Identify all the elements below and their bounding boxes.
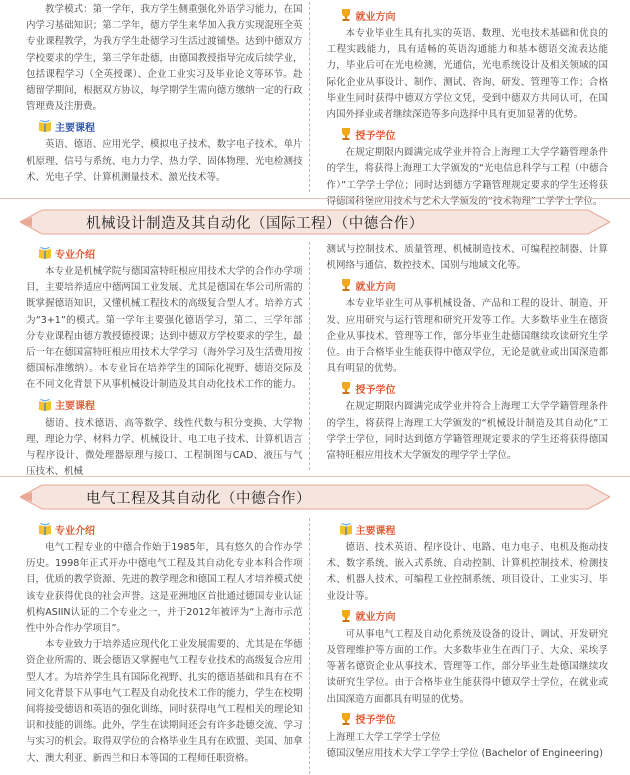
section-banner-electrical xyxy=(20,484,610,510)
banner-title: 电气工程及其自动化（中德合作） xyxy=(86,490,311,507)
left-column xyxy=(0,242,309,478)
right-column xyxy=(311,2,630,207)
courses-text: 德语、技术德语、高等数学、线性代数与积分变换、大学物理、理论力学、材料力学、机械设计、电工电子技术、计算机语言与程序设计、微处理器原理与接口、工程制图与CAD、液压与气压技术、机械 xyxy=(26,417,303,478)
right-column xyxy=(311,518,630,774)
degree-heading xyxy=(339,709,609,729)
section-rule xyxy=(0,476,630,477)
degree-heading xyxy=(339,124,609,144)
courses-heading xyxy=(38,395,303,415)
degree-title: 授予学位 xyxy=(355,384,396,396)
book-icon xyxy=(339,522,353,536)
intro-title: 专业介绍 xyxy=(55,249,95,261)
employment-text: 本专业毕业生可从事机械设备、产品和工程的设计、制造、开发、应用研究与运行管理和研究开发等工作。大多数毕业生在德资企业从事技术、管理等工作，部分毕业生赴德国继续攻读研究生学位。由于合格毕业生能获得中德双学位，无论是就业或出国深造都具有明显的优势。 xyxy=(326,298,608,375)
employment-heading xyxy=(339,5,609,25)
book-icon xyxy=(38,246,52,260)
employment-title: 就业方向 xyxy=(355,281,396,293)
left-column xyxy=(0,2,309,192)
degree-heading xyxy=(339,378,609,398)
employment-title: 就业方向 xyxy=(355,11,396,23)
courses-heading xyxy=(339,519,609,539)
intro-heading xyxy=(38,519,303,539)
teaching-mode-text: 教学模式：第一学年，我方学生侧重强化外语学习能力，在国内学习基础知识；第二学年，德方学生来华加入我方实现混班全英专业课程教学，为我方学生赴德学习生活过渡铺垫。达到中德双方学校要求的学生，第三学年赴德，由德国教授指导完成后续学业，包括课程学习（全英授课）、企业工业实习及毕业论文等环节。赴德留学期间，根据双方协议，每学期学生需向德方缴纳一定的行政管理费及注册费。 xyxy=(26,4,303,113)
intro-text: 本专业是机械学院与德国富特旺根应用技术大学的合作办学项目，主要培养适应中德两国工业发展、尤其是德国在华公司所需的既掌握德语知识，又懂机械工程技术的高级复合型人才。培养方式为“3+1”的模式。第一学年主要强化德语学习，第二、三学年部分专业课程由德方教授德授课；达到中德双方学校要求的学生，最后一年在德国富特旺根应用技术大学学习（海外学习及生活费用按德国标准缴纳）。本专业旨在培养学生的国际化视野、德语交际及在不同文化背景下从事机械设计制造及其自动化技术工作的能力。 xyxy=(26,266,303,391)
degree-line: 上海理工大学工学学士学位 xyxy=(326,731,441,743)
degree-title: 授予学位 xyxy=(355,130,396,142)
degree-line: 德国汉堡应用技术大学工学学士学位 (Bachelor of Engineering) xyxy=(326,748,603,760)
book-icon xyxy=(38,119,52,133)
courses-title: 主要课程 xyxy=(55,122,95,134)
courses-title: 主要课程 xyxy=(355,525,396,537)
section-banner-mechanical xyxy=(20,209,610,235)
section-rule xyxy=(0,198,630,199)
employment-title: 就业方向 xyxy=(355,612,396,624)
section-photonics-continued xyxy=(0,2,630,207)
section-electrical xyxy=(0,518,630,774)
intro-heading xyxy=(38,243,303,263)
employment-text: 本专业毕业生具有扎实的英语、数理、光电技术基础和优良的工程实践能力，具有适畅的英语沟通能力和基本德语交流表达能力，毕业后可在光电检测，光通信，光电系统设计及相关领域的国际化企业从事设计、制作、测试、咨询、研发、管理等工作；合格毕业生同时获得中德双方学位文凭，受到中德双方共同认可，在国内国外择业或者继续深造等多向选择中具有更加显著的优势。 xyxy=(326,28,608,121)
trophy-icon xyxy=(339,127,353,141)
trophy-icon xyxy=(339,381,353,395)
banner-title: 机械设计制造及其自动化（国际工程）（中德合作） xyxy=(86,215,424,232)
intro-text: 本专业致力于培养适应现代化工业发展需要的、尤其是在华德资企业所需的、既会德语又掌握电气工程专业技术的高级复合应用型人才。为培养学生具有国际化视野、扎实的德语基础和具有在不同文化背景下从事电气工程及自动化技术工作的能力，学生在校期间将接受德语和英语的强化训练，同时获得电气工程相关的理论知识和技能的训练。此外，学生在读期间还会有许多赴德交流、学习与实习的机会。取得双学位的合格毕业生具有在欧盟、美国、加拿大、澳大利亚、新西兰和日本等国的工程师任职资格。 xyxy=(26,639,303,764)
trophy-icon xyxy=(339,609,353,623)
book-icon xyxy=(38,398,52,412)
degree-title: 授予学位 xyxy=(355,715,396,727)
book-icon xyxy=(38,522,52,536)
employment-heading xyxy=(339,606,609,626)
trophy-icon xyxy=(339,8,353,22)
trophy-icon xyxy=(339,278,353,292)
courses-text-continued: 测试与控制技术、质量管理、机械制造技术、可编程控制器、计算机网络与通信、数控技术、国别与地域文化等。 xyxy=(326,244,608,272)
courses-text: 德语、技术英语、程序设计、电路、电力电子、电机及拖动技术、数字系统、嵌入式系统、自动控制、计算机控制技术、检测技术、机器人技术、可编程工业控制系统、项目设计、工业实习、毕业设计等。 xyxy=(326,542,608,602)
trophy-icon xyxy=(339,712,353,726)
degree-text: 在规定期限内圆满完成学业并符合上海理工大学学籍管理条件的学生，将获得上海理工大学颁发的“光电信息科学与工程（中德合作）”工学学士学位；同时达到德方学籍管理规定要求的学生还将获得德国科堡应用技术与艺术大学颁发的“技术物理”工学学士学位。 xyxy=(326,147,608,207)
section-mechanical xyxy=(0,242,630,478)
intro-title: 专业介绍 xyxy=(55,525,95,537)
courses-title: 主要课程 xyxy=(55,401,95,413)
degree-text: 在规定期限内圆满完成学业并符合上海理工大学学籍管理条件的学生，将获得上海理工大学颁发的“机械设计制造及其自动化”工学学士学位，同时达到德方学籍管理规定要求的学生还将获得德国富特旺根应用技术大学颁发的理学学士学位。 xyxy=(326,401,608,462)
intro-text: 电气工程专业的中德合作始于1985年，具有悠久的合作办学历史。1998年正式开办中德电气工程及其自动化专业本科合作项目，优质的教学资源、先进的教学理念和德国工程人才培养模式使该专业获得优良的社会声誉。这是亚洲地区首批通过德国专业认证机构ASIIN认证的二个专业之一，并于2012年被评为“上海市示范性中外合作办学项目”。 xyxy=(26,542,303,635)
courses-heading xyxy=(38,116,303,136)
courses-text: 英语、德语、应用光学、模拟电子技术、数字电子技术、单片机原理、信号与系统、电力力学、热力学、固体物理、光电检测技术、光电子学、计算机测量技术、激光技术等。 xyxy=(26,139,303,183)
right-column xyxy=(311,242,630,470)
employment-heading xyxy=(339,275,609,295)
employment-text: 可从事电气工程及自动化系统及设备的设计、调试、开发研究及管理维护等方面的工作。大多数毕业生在西门子、大众、采埃孚等著名德资企业从事技术、管理等工作，部分毕业生赴德国继续攻读研究生学位。由于合格毕业生能获得中德双学士学位，在就业或出国深造方面都具有明显的优势。 xyxy=(326,628,608,705)
left-column xyxy=(0,518,309,774)
